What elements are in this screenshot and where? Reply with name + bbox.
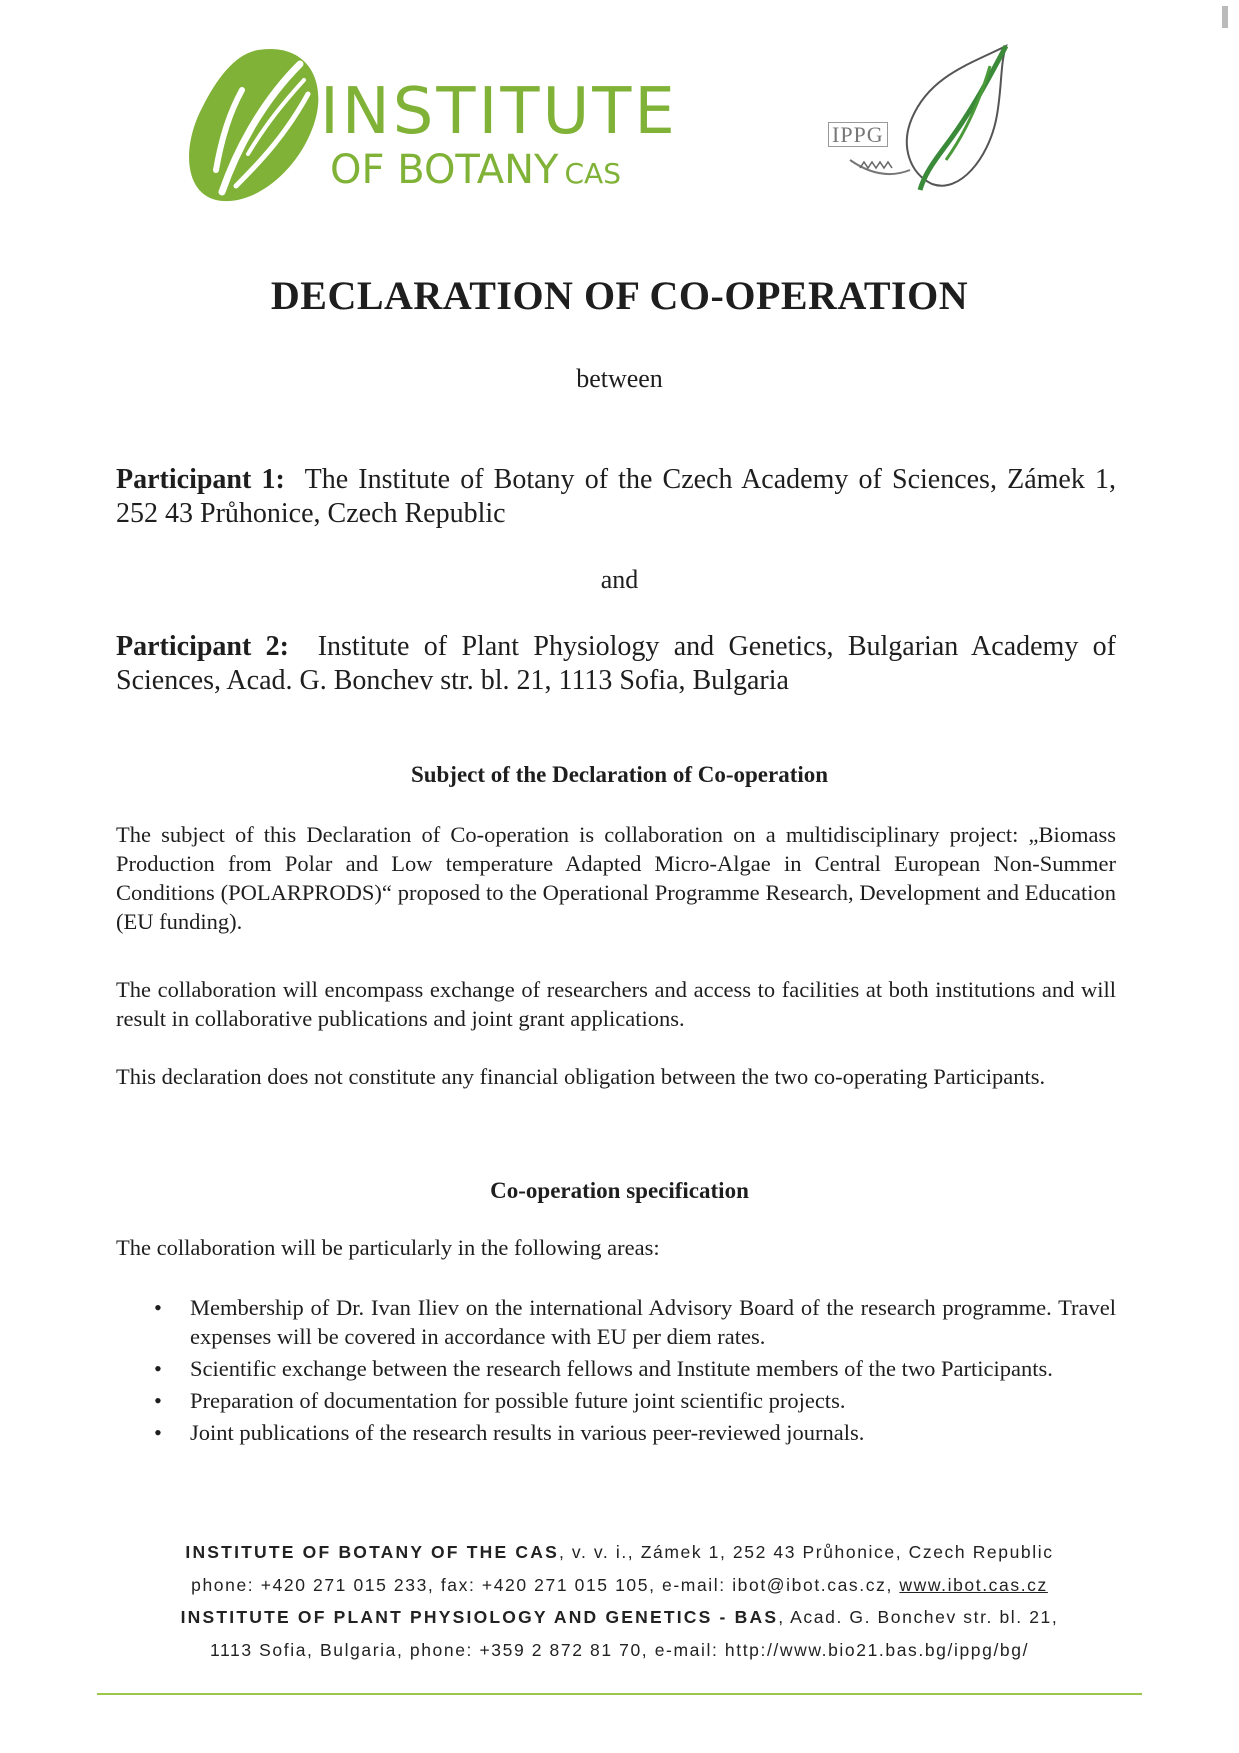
list-item-text: Preparation of documentation for possible future joint scientific projects.	[190, 1388, 846, 1413]
list-item-text: Joint publications of the research results in various peer-reviewed journals.	[190, 1420, 865, 1445]
logo-text-of-botany	[330, 147, 621, 193]
and-text: and	[600, 565, 639, 594]
footer	[0, 1536, 1239, 1666]
participant-2-text: Institute of Plant Physiology and Genetics, Bulgarian Academy of Sciences, Acad. G. Bonchev str. bl. 21, 1113 Sofia, Bulgaria	[116, 631, 1116, 696]
list-item	[116, 1354, 1116, 1383]
list-item	[116, 1418, 1116, 1447]
participant-1-label: Participant 1:	[116, 464, 285, 495]
logo-text-institute: INSTITUTE	[320, 75, 678, 149]
bullet-icon: •	[154, 1388, 162, 1413]
scan-edge-mark	[1222, 6, 1228, 28]
logo-text-cas: CAS	[564, 157, 621, 190]
subject-paragraph-2: The collaboration will encompass exchange of researchers and access to facilities at both institutions and will result in collaborative publications and joint grant applications.	[116, 977, 1116, 1031]
green-leaf-icon	[188, 42, 328, 212]
footer-ibot-name: INSTITUTE OF BOTANY OF THE CAS	[185, 1542, 559, 1562]
ippg-logo	[820, 40, 1020, 200]
document-title: DECLARATION OF CO-OPERATION	[270, 273, 969, 318]
list-item	[116, 1293, 1116, 1351]
footer-ippg-name: INSTITUTE OF PLANT PHYSIOLOGY AND GENETICS - BAS	[180, 1607, 779, 1627]
participant-2	[116, 630, 1116, 698]
footer-ibot-contact: phone: +420 271 015 233, fax: +420 271 015 105, e-mail: ibot@ibot.cas.cz,	[191, 1574, 900, 1595]
footer-ippg-address: , Acad. G. Bonchev str. bl. 21,	[778, 1607, 1059, 1627]
participant-1	[116, 463, 1116, 531]
subject-paragraph-1: The subject of this Declaration of Co-operation is collaboration on a multidisciplinary project: „Biomass Production from Polar and Low temperature Adapted Micro-Algae in Central European Non-Summer Conditions (POLARPRODS)“ proposed to the Operational Programme Research, Development and Education (EU funding).	[116, 822, 1116, 934]
specification-heading: Co-operation specification	[490, 1178, 749, 1203]
footer-line-4: 1113 Sofia, Bulgaria, phone: +359 2 872 81 70, e-mail: http://www.bio21.bas.bg/ippg/bg/	[209, 1639, 1030, 1660]
specification-intro: The collaboration will be particularly in the following areas:	[116, 1235, 660, 1260]
between-text: between	[576, 364, 663, 393]
bullet-icon: •	[154, 1295, 162, 1320]
subject-paragraph-3: This declaration does not constitute any financial obligation between the two co-operating Participants.	[116, 1064, 1046, 1089]
participant-2-label: Participant 2:	[116, 631, 289, 662]
footer-ibot-address: , v. v. i., Zámek 1, 252 43 Průhonice, Czech Republic	[558, 1542, 1054, 1562]
specification-list	[116, 1293, 1116, 1450]
list-item	[116, 1386, 1116, 1415]
footer-line-3	[0, 1601, 1239, 1634]
footer-line-1	[0, 1536, 1239, 1569]
footer-divider	[97, 1693, 1142, 1695]
footer-ibot-web-link[interactable]: www.ibot.cas.cz	[899, 1574, 1048, 1595]
institute-of-botany-logo	[188, 42, 678, 212]
subject-heading: Subject of the Declaration of Co-operation	[410, 762, 829, 787]
bullet-icon: •	[154, 1420, 162, 1445]
list-item-text: Scientific exchange between the research fellows and Institute members of the two Participants.	[190, 1356, 1053, 1381]
list-item-text: Membership of Dr. Ivan Iliev on the international Advisory Board of the research programme. Travel expenses will be covered in accordance with EU per diem rates.	[190, 1295, 1116, 1349]
ippg-logo-text: IPPG	[828, 122, 888, 147]
ippg-leaf-icon	[820, 40, 1020, 200]
participant-1-text: The Institute of Botany of the Czech Academy of Sciences, Zámek 1, 252 43 Průhonice, Czech Republic	[116, 464, 1116, 529]
logo-text-of-botany-main: OF BOTANY	[330, 147, 559, 193]
footer-line-2	[0, 1569, 1239, 1602]
bullet-icon: •	[154, 1356, 162, 1381]
